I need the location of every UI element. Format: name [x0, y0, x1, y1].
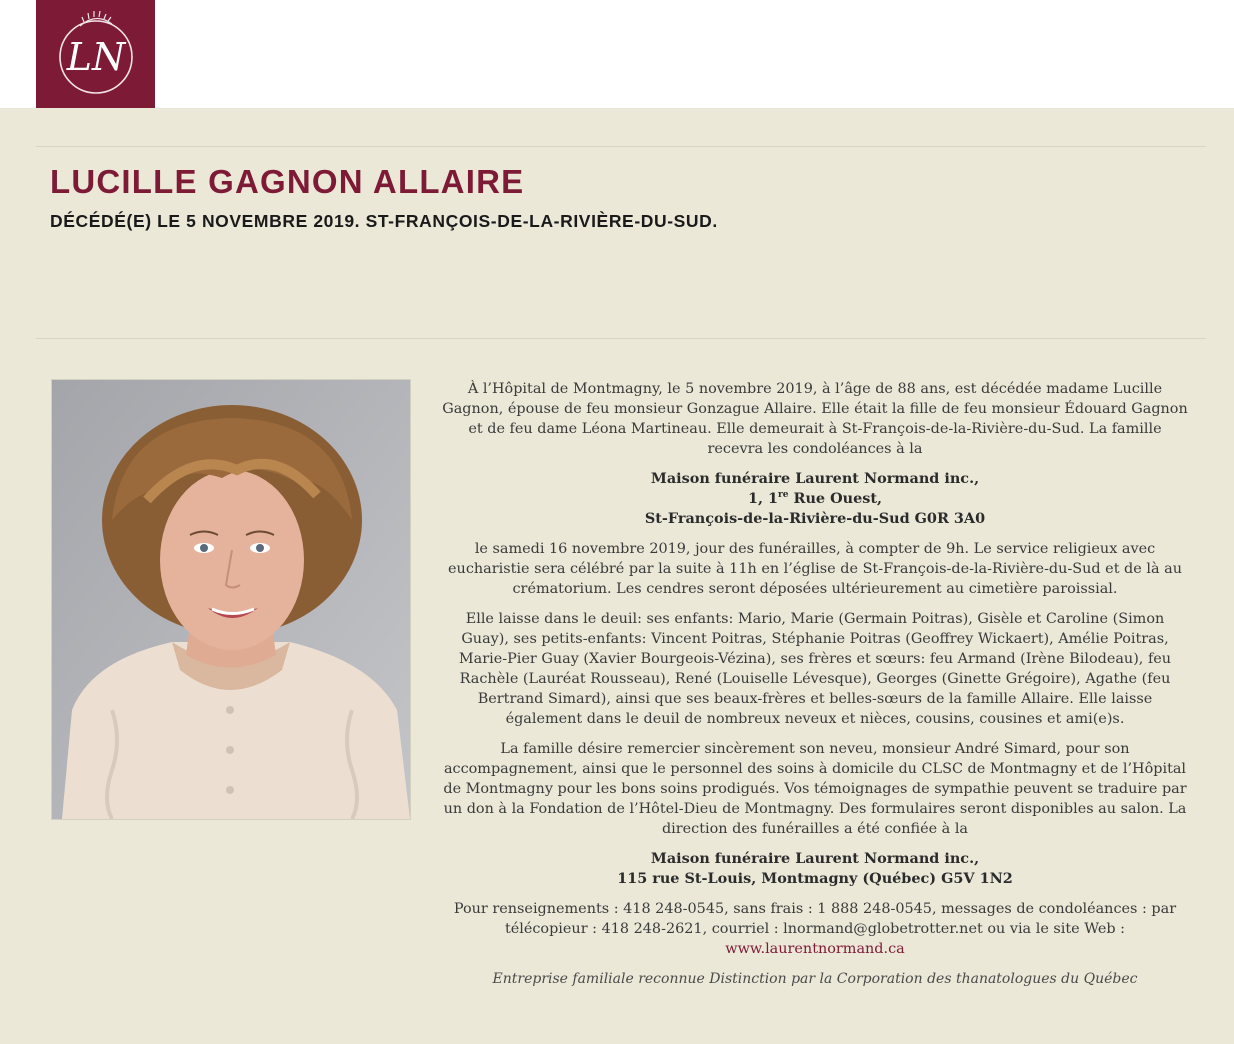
ordinal-suffix: re	[778, 490, 789, 500]
funeral-home-street-2: 115 rue St-Louis, Montmagny (Québec) G5V 1N2	[617, 870, 1013, 887]
funeral-home-street	[748, 490, 882, 507]
top-header	[0, 0, 1234, 108]
website-link[interactable]: www.laurentnormand.ca	[725, 941, 905, 957]
service-paragraph: le samedi 16 novembre 2019, jour des funérailles, à compter de 9h. Le service religieux avec eucharistie sera célébré par la suite à 11h en l’église de St-François-de-la-Rivière-du-Sud et de là au crématorium. Les cendres seront déposées ultérieurement au cimetière paroissial.	[448, 541, 1182, 597]
funeral-home-name-2: Maison funéraire Laurent Normand inc.,	[650, 850, 980, 867]
funeral-home-name: Maison funéraire Laurent Normand inc.,	[650, 470, 980, 487]
svg-text:LN: LN	[66, 35, 126, 79]
portrait-image	[52, 380, 410, 819]
street-number: 1, 1	[747, 490, 779, 507]
announcement-paragraph: À l’Hôpital de Montmagny, le 5 novembre 2019, à l’âge de 88 ans, est décédée madame Lucille Gagnon, épouse de feu monsieur Gonzague Allaire. Elle était la fille de feu monsieur Édouard Gagnon et de feu dame Léona Martineau. Elle demeurait à St-François-de-la-Rivière-du-Sud. La famille recevra les condoléances à la	[442, 381, 1188, 457]
thanks-paragraph: La famille désire remercier sincèrement son neveu, monsieur André Simard, pour son accompagnement, ainsi que le personnel des soins à domicile du CLSC de Montmagny et de l’Hôpital de Montmagny pour les bons soins prodigués. Vos témoignages de sympathie peuvent se traduire par un don à la Fondation de l’Hôtel-Dieu de Montmagny. Des formulaires seront disponibles au salon. La direction des funérailles a été confiée à la	[443, 741, 1187, 837]
street-name: Rue Ouest,	[788, 490, 883, 507]
deceased-name: LUCILLE GAGNON ALLAIRE	[50, 163, 525, 200]
divider-bottom	[36, 338, 1206, 339]
family-paragraph: Elle laisse dans le deuil: ses enfants: Mario, Marie (Germain Poitras), Gisèle et Caroline (Simon Guay), ses petits-enfants: Vincent Poitras, Stéphanie Poitras (Geoffrey Wickaert), Amélie Poitras, Marie-Pier Guay (Xavier Bourgeois-Vézina), ses frères et sœurs: feu Armand (Irène Bilodeau), feu Rachèle (Lauréat Rousseau), René (Louiselle Lévesque), Georges (Ginette Grégoire), Agathe (feu Bertrand Simard), ainsi que ses beaux-frères et belles-sœurs de la famille Allaire. Elle laisse également dans le deuil de nombreux neveux et nièces, cousins, cousines et ami(e)s.	[458, 611, 1172, 727]
funeral-home-city: St-François-de-la-Rivière-du-Sud G0R 3A0	[644, 510, 986, 527]
ln-logo[interactable]	[36, 0, 155, 108]
portrait-photo	[51, 379, 411, 820]
funeral-home-address-2	[440, 849, 1190, 889]
death-date-place: DÉCÉDÉ(E) LE 5 NOVEMBRE 2019. ST-FRANÇOIS-DE-LA-RIVIÈRE-DU-SUD.	[50, 211, 718, 231]
distinction-note: Entreprise familiale reconnue Distinction par la Corporation des thanatologues du Québec	[492, 971, 1138, 987]
ln-monogram-logo-icon	[36, 0, 155, 108]
obituary-text	[440, 379, 1190, 999]
contact-paragraph	[440, 899, 1190, 959]
divider-top	[36, 146, 1206, 147]
contact-info: Pour renseignements : 418 248-0545, sans frais : 1 888 248-0545, messages de condoléances : par télécopieur : 418 248-2621, courriel : lnormand@globetrotter.net ou via le site Web :	[453, 901, 1177, 937]
funeral-home-address	[440, 469, 1190, 529]
